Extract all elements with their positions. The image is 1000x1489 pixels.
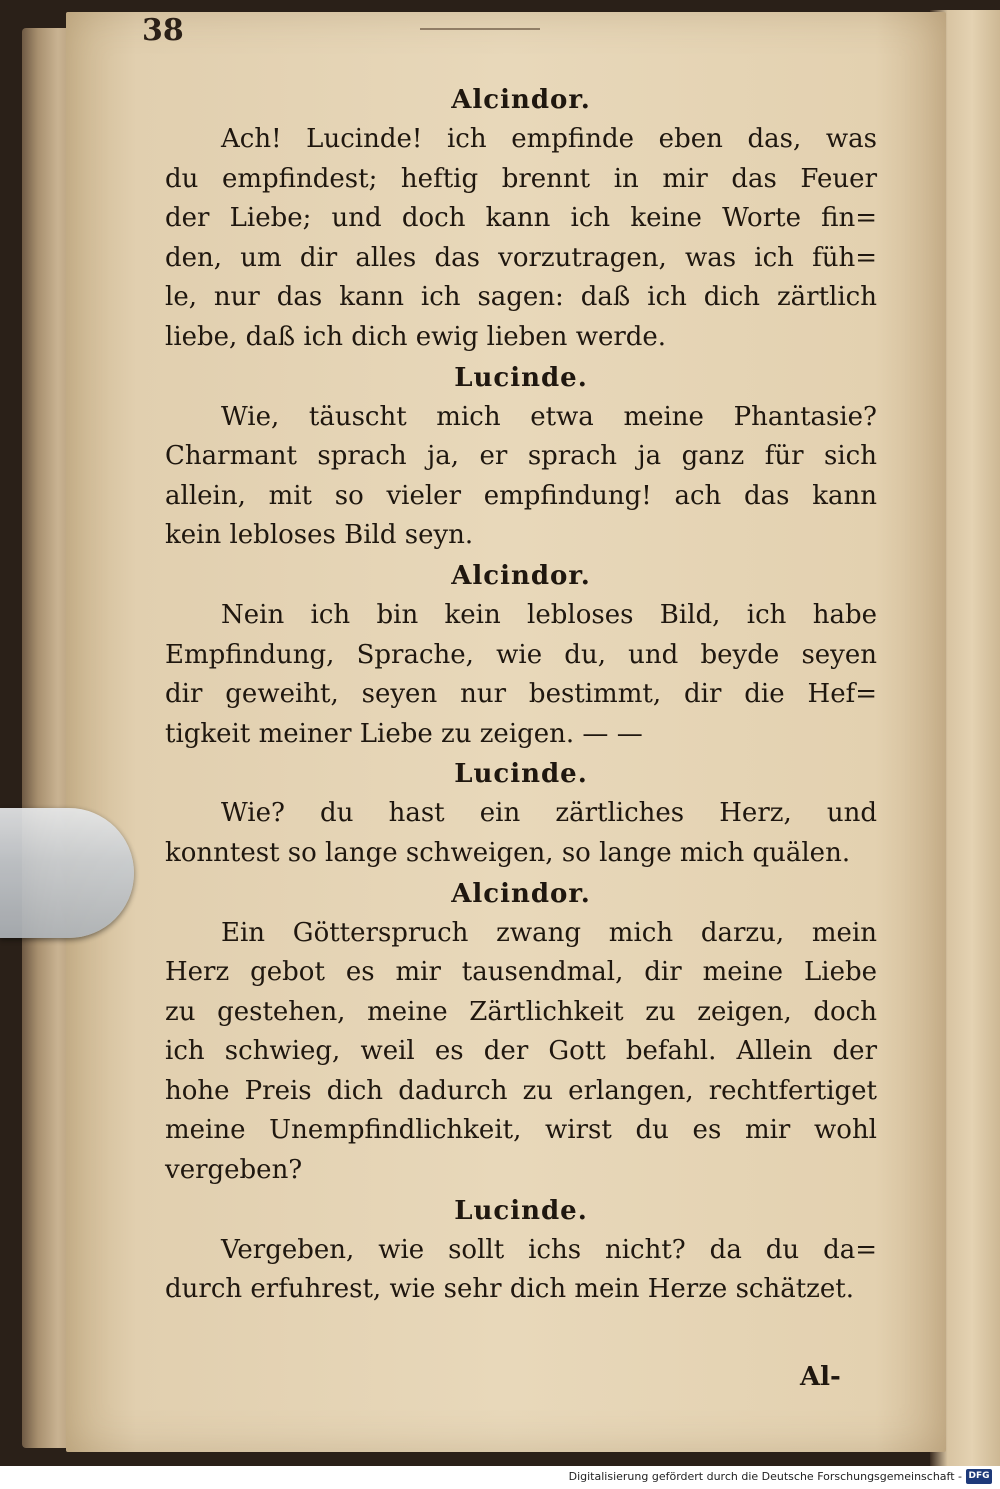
speaker-name: Lucinde. [454, 362, 588, 393]
header-ornament [420, 28, 540, 30]
text-line: ich schwieg, weil es der Gott befahl. Allein der [165, 1036, 877, 1067]
text-line: Ein Götterspruch zwang mich darzu, mein [221, 917, 877, 948]
text-line: zu gestehen, meine Zärtlichkeit zu zeigen, doch [165, 996, 877, 1027]
text-line: Empfindung, Sprache, wie du, und beyde seyen [165, 639, 877, 670]
text-line: kein lebloses Bild seyn. [165, 520, 474, 551]
page-text [165, 80, 877, 1310]
speaker-name: Alcindor. [451, 85, 591, 115]
text-line: der Liebe; und doch kann ich keine Worte fin= [165, 203, 877, 234]
text-line: Herz gebot es mir tausendmal, dir meine Liebe [165, 957, 877, 988]
page-clip [0, 808, 134, 938]
text-line: Ach! Lucinde! ich empfinde eben das, was [221, 124, 877, 154]
speaker-name: Alcindor. [451, 560, 591, 591]
text-line: Nein ich bin kein lebloses Bild, ich habe [221, 599, 877, 630]
text-line: Wie? du hast ein zärtliches Herz, und [221, 798, 877, 829]
text-line: vergeben? [165, 1155, 303, 1186]
text-line: Wie, täuscht mich etwa meine Phantasie? [221, 401, 877, 432]
text-line: le, nur das kann ich sagen: daß ich dich zärtlich [165, 282, 877, 313]
text-line: Vergeben, wie sollt ichs nicht? da du da= [221, 1234, 877, 1265]
text-line: allein, mit so vieler empfindung! ach das kann [165, 480, 877, 511]
text-line: Charmant sprach ja, er sprach ja ganz für sich [165, 441, 877, 472]
text-line: meine Unempfindlichkeit, wirst du es mir wohl [165, 1115, 877, 1146]
page-number: 38 [142, 13, 184, 48]
speaker-name: Lucinde. [454, 759, 588, 790]
text-line: dir geweiht, seyen nur bestimmt, dir die Hef= [165, 679, 877, 710]
text-line: den, um dir alles das vorzutragen, was ich füh= [165, 242, 877, 273]
speaker-name: Alcindor. [451, 878, 591, 909]
dfg-logo: DFG [966, 1469, 992, 1484]
speaker-name: Lucinde. [454, 1195, 588, 1226]
text-line: konntest so lange schweigen, so lange mich quälen. [165, 837, 851, 868]
text-line: tigkeit meiner Liebe zu zeigen. — — [165, 718, 643, 749]
text-line: liebe, daß ich dich ewig lieben werde. [165, 321, 667, 352]
text-line: hohe Preis dich dadurch zu erlangen, rechtfertiget [165, 1075, 877, 1106]
funding-credit: Digitalisierung gefördert durch die Deutsche Forschungsgemeinschaft - [568, 1470, 962, 1483]
text-line: durch erfuhrest, wie sehr dich mein Herze schätzet. [165, 1274, 854, 1305]
catchword: Al- [800, 1362, 841, 1392]
text-line: du empfindest; heftig brennt in mir das Feuer [165, 163, 877, 194]
